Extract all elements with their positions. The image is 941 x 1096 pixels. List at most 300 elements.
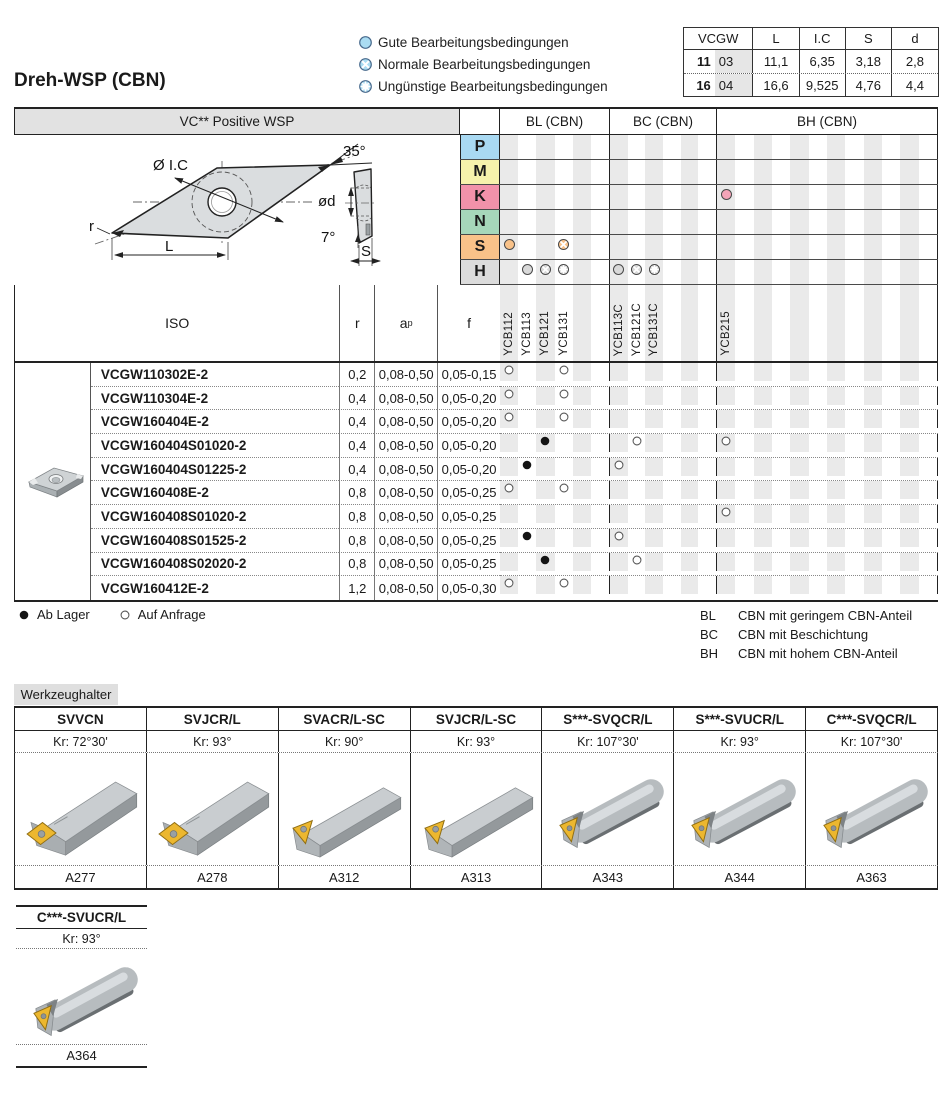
grade-mark-open bbox=[558, 576, 570, 594]
grade-cell-empty bbox=[864, 553, 882, 571]
grade-mark-filled bbox=[521, 458, 533, 476]
dim-value-cell: 6,35 bbox=[800, 50, 846, 73]
grade-cell-ycb121c bbox=[628, 505, 646, 523]
grade-mark-good bbox=[612, 263, 625, 281]
value-r: 0,2 bbox=[339, 363, 374, 387]
grade-cell-empty bbox=[809, 434, 827, 452]
grade-cell-empty bbox=[591, 210, 609, 234]
grade-cell-empty bbox=[698, 160, 716, 184]
value-r: 0,4 bbox=[339, 434, 374, 458]
iso-designation: VCGW160408S02020-2 bbox=[91, 553, 340, 577]
grade-cell-empty bbox=[735, 260, 753, 284]
grade-cell-ycb113 bbox=[518, 576, 536, 594]
grade-cell-empty bbox=[663, 529, 681, 547]
grade-cell-ycb131 bbox=[555, 235, 573, 259]
grade-mark-open bbox=[613, 458, 625, 476]
insert-row bbox=[14, 505, 938, 529]
grade-cell-ycb131c bbox=[645, 458, 663, 476]
grade-cell-empty bbox=[698, 410, 716, 428]
grade-cell-empty bbox=[845, 481, 863, 499]
grade-cell-empty bbox=[845, 185, 863, 209]
material-letter: K bbox=[460, 185, 500, 209]
grade-cell-ycb113c bbox=[610, 210, 628, 234]
grade-cell-empty bbox=[772, 529, 790, 547]
material-row-h bbox=[460, 260, 938, 285]
value-ap: 0,08-0,50 bbox=[374, 363, 437, 387]
grade-cell-empty bbox=[772, 285, 790, 361]
grade-cell-ycb113 bbox=[518, 285, 536, 361]
abbr-label: CBN mit hohem CBN-Anteil bbox=[738, 646, 898, 661]
grade-cell-empty bbox=[864, 135, 882, 159]
grade-cell-empty bbox=[698, 505, 716, 523]
grade-cell-ycb121 bbox=[536, 553, 554, 571]
grade-cell-empty bbox=[827, 481, 845, 499]
grade-cell-empty bbox=[754, 434, 772, 452]
grade-cell-empty bbox=[882, 160, 900, 184]
grade-mark-open bbox=[720, 434, 732, 452]
grade-cell-empty bbox=[827, 185, 845, 209]
grade-cell-empty bbox=[754, 160, 772, 184]
grade-mark-open bbox=[613, 529, 625, 547]
grade-cell-ycb121c bbox=[628, 458, 646, 476]
grade-cell-empty bbox=[809, 185, 827, 209]
col-header-f: f bbox=[437, 285, 500, 361]
grade-cell-empty bbox=[663, 505, 681, 523]
grade-cell-empty bbox=[900, 387, 918, 405]
grade-cell-empty bbox=[864, 210, 882, 234]
value-f: 0,05-0,20 bbox=[437, 458, 500, 482]
grade-cell-empty bbox=[663, 553, 681, 571]
grade-cell-ycb131 bbox=[555, 529, 573, 547]
grade-cell-ycb112 bbox=[500, 434, 518, 452]
material-letter: M bbox=[460, 160, 500, 184]
grade-cell-empty bbox=[919, 285, 937, 361]
grade-mark-filled bbox=[521, 529, 533, 547]
grade-cell-empty bbox=[882, 553, 900, 571]
toolholder-image bbox=[674, 753, 806, 865]
grade-cell-empty bbox=[735, 505, 753, 523]
grade-cell-empty bbox=[827, 410, 845, 428]
insert-rows bbox=[14, 363, 938, 602]
abbreviation-row bbox=[700, 625, 912, 644]
availability-legend bbox=[18, 607, 228, 622]
grade-cell-ycb113c bbox=[610, 387, 628, 405]
grade-cell-empty bbox=[900, 481, 918, 499]
grade-cell-empty bbox=[698, 285, 716, 361]
availability-symbol-open bbox=[119, 609, 131, 621]
grade-cell-empty bbox=[735, 363, 753, 381]
grade-cell-ycb113c bbox=[610, 285, 628, 361]
grade-cell-empty bbox=[698, 135, 716, 159]
grade-cell-ycb112 bbox=[500, 529, 518, 547]
value-f: 0,05-0,20 bbox=[437, 387, 500, 411]
grade-label: YCB131 bbox=[557, 311, 570, 356]
grade-cell-ycb121 bbox=[536, 505, 554, 523]
grade-mark-open bbox=[631, 553, 643, 571]
grade-cell-empty bbox=[827, 210, 845, 234]
grade-cell-empty bbox=[591, 160, 609, 184]
grade-cell-ycb121c bbox=[628, 576, 646, 594]
grade-cell-empty bbox=[864, 505, 882, 523]
insert-row bbox=[14, 481, 938, 505]
grade-cell-empty bbox=[754, 235, 772, 259]
toolholder-name: S***-SVUCR/L bbox=[674, 708, 806, 730]
grade-cell-empty bbox=[591, 481, 609, 499]
grade-cell-empty bbox=[698, 363, 716, 381]
insert-technical-drawing bbox=[75, 138, 405, 291]
grade-cell-ycb113 bbox=[518, 387, 536, 405]
grade-cell-empty bbox=[573, 387, 591, 405]
table-header-left: VC** Positive WSP bbox=[14, 109, 460, 134]
value-r: 0,8 bbox=[339, 553, 374, 577]
grade-cell-empty bbox=[900, 235, 918, 259]
toolholder-article-row bbox=[14, 866, 938, 890]
grade-cell-empty bbox=[919, 210, 937, 234]
grade-cell-empty bbox=[573, 458, 591, 476]
insert-row bbox=[14, 363, 938, 387]
abbreviation-row bbox=[700, 606, 912, 625]
value-r: 0,8 bbox=[339, 481, 374, 505]
value-r: 0,4 bbox=[339, 410, 374, 434]
value-r: 0,8 bbox=[339, 505, 374, 529]
grade-cell-empty bbox=[900, 505, 918, 523]
dim-header-cell: d bbox=[911, 31, 919, 46]
toolholder-article: A363 bbox=[806, 866, 938, 888]
picture-column-cell bbox=[15, 387, 91, 411]
dim-value-cell: 9,525 bbox=[800, 74, 846, 96]
grade-cell-empty bbox=[735, 553, 753, 571]
grade-cell-empty bbox=[919, 458, 937, 476]
good-conditions-icon bbox=[358, 35, 378, 50]
iso-designation: VCGW110302E-2 bbox=[91, 363, 340, 387]
grade-cell-ycb113c bbox=[610, 260, 628, 284]
iso-designation: VCGW160408S01020-2 bbox=[91, 505, 340, 529]
grade-cell-ycb113 bbox=[518, 505, 536, 523]
grade-cell-empty bbox=[663, 410, 681, 428]
grade-cell-empty bbox=[809, 458, 827, 476]
grade-cell-ycb131c bbox=[645, 363, 663, 381]
availability-label: Ab Lager bbox=[37, 607, 90, 622]
label-angle-35: 35° bbox=[343, 143, 366, 160]
grade-cell-ycb113 bbox=[518, 434, 536, 452]
grade-cell-ycb121c bbox=[628, 135, 646, 159]
grade-cell-ycb112 bbox=[500, 458, 518, 476]
picture-column-cell bbox=[15, 529, 91, 553]
grade-cell-ycb112 bbox=[500, 260, 518, 284]
grade-cell-ycb121 bbox=[536, 135, 554, 159]
value-ap: 0,08-0,50 bbox=[374, 434, 437, 458]
material-row-s bbox=[460, 235, 938, 260]
grade-cell-empty bbox=[882, 481, 900, 499]
grade-cell-empty bbox=[919, 235, 937, 259]
dim-value-cell: 16,6 bbox=[753, 74, 799, 96]
page-title: Dreh-WSP (CBN) bbox=[14, 70, 166, 91]
grade-cell-empty bbox=[845, 553, 863, 571]
grade-cell-ycb113 bbox=[518, 135, 536, 159]
adverse-conditions-icon bbox=[358, 79, 378, 94]
grade-cell-empty bbox=[681, 185, 699, 209]
grade-cell-empty bbox=[790, 434, 808, 452]
material-letter: H bbox=[460, 260, 500, 284]
iso-designation: VCGW160404S01020-2 bbox=[91, 434, 340, 458]
grade-cell-empty bbox=[827, 529, 845, 547]
grade-cell-empty bbox=[827, 387, 845, 405]
grade-cell-ycb131 bbox=[555, 285, 573, 361]
grade-cell-empty bbox=[663, 135, 681, 159]
grade-cell-ycb121c bbox=[628, 260, 646, 284]
grade-label: YCB131C bbox=[648, 302, 661, 356]
grade-cell-empty bbox=[754, 135, 772, 159]
material-letter: S bbox=[460, 235, 500, 259]
label-thickness-s: S bbox=[361, 243, 372, 260]
grade-cell-empty bbox=[882, 576, 900, 594]
toolholder-kr-row bbox=[14, 731, 938, 753]
grade-label: YCB112 bbox=[503, 312, 516, 356]
grade-cell-ycb121c bbox=[628, 285, 646, 361]
grade-cell-empty bbox=[900, 135, 918, 159]
toolholder-image bbox=[15, 753, 147, 865]
material-row-m bbox=[460, 160, 938, 185]
grade-cell-empty bbox=[845, 529, 863, 547]
abbr-label: CBN mit Beschichtung bbox=[738, 627, 869, 642]
grade-cell-empty bbox=[919, 260, 937, 284]
grade-cell-empty bbox=[681, 458, 699, 476]
material-row-n bbox=[460, 210, 938, 235]
picture-column-cell bbox=[15, 505, 91, 529]
grade-cell-empty bbox=[809, 529, 827, 547]
legend-item bbox=[358, 75, 608, 97]
grade-cell-empty bbox=[754, 553, 772, 571]
grade-cell-empty bbox=[900, 160, 918, 184]
grade-cell-ycb131c bbox=[645, 505, 663, 523]
grade-cell-ycb113 bbox=[518, 458, 536, 476]
grade-cell-empty bbox=[882, 505, 900, 523]
value-f: 0,05-0,25 bbox=[437, 529, 500, 553]
grade-mark-open bbox=[558, 387, 570, 405]
grade-mark-good bbox=[521, 263, 534, 281]
grade-cell-ycb113c bbox=[610, 529, 628, 547]
grade-cell-ycb131 bbox=[555, 260, 573, 284]
grade-cell-ycb215 bbox=[717, 210, 735, 234]
picture-column-cell bbox=[15, 434, 91, 458]
grade-cell-ycb121 bbox=[536, 434, 554, 452]
col-header-ap: a p bbox=[374, 285, 437, 361]
grade-cell-ycb131 bbox=[555, 458, 573, 476]
value-ap: 0,08-0,50 bbox=[374, 529, 437, 553]
grade-cell-empty bbox=[772, 260, 790, 284]
grade-cell-empty bbox=[663, 260, 681, 284]
grade-cell-empty bbox=[663, 458, 681, 476]
grade-cell-empty bbox=[772, 185, 790, 209]
grade-label: YCB121 bbox=[539, 311, 552, 356]
grade-cell-ycb121 bbox=[536, 576, 554, 594]
normal-conditions-icon bbox=[358, 57, 378, 72]
grade-cell-empty bbox=[735, 387, 753, 405]
label-angle-7: 7° bbox=[321, 229, 336, 246]
grade-cell-empty bbox=[772, 235, 790, 259]
grade-cell-empty bbox=[754, 387, 772, 405]
legend-item-label: Normale Bearbeitungsbedingungen bbox=[378, 56, 591, 72]
toolholder-kr-angle: Kr: 107°30' bbox=[806, 731, 938, 752]
grade-cell-empty bbox=[735, 235, 753, 259]
grade-cell-empty bbox=[864, 285, 882, 361]
grade-cell-ycb121c bbox=[628, 410, 646, 428]
grade-mark-open bbox=[558, 410, 570, 428]
grade-cell-empty bbox=[735, 529, 753, 547]
grade-cell-empty bbox=[591, 434, 609, 452]
abbr-code: BH bbox=[700, 646, 719, 661]
toolholder-image-row bbox=[14, 753, 938, 866]
grade-cell-ycb131c bbox=[645, 434, 663, 452]
grade-cell-empty bbox=[573, 285, 591, 361]
material-row-k bbox=[460, 185, 938, 210]
grade-cell-empty bbox=[698, 576, 716, 594]
grade-cell-empty bbox=[663, 387, 681, 405]
grade-cell-empty bbox=[882, 387, 900, 405]
grade-cell-ycb113c bbox=[610, 410, 628, 428]
grade-cell-ycb113c bbox=[610, 135, 628, 159]
grade-cell-empty bbox=[681, 481, 699, 499]
grade-cell-ycb112 bbox=[500, 363, 518, 381]
grade-cell-empty bbox=[790, 185, 808, 209]
grade-cell-ycb113c bbox=[610, 434, 628, 452]
grade-cell-ycb215 bbox=[717, 160, 735, 184]
grade-cell-ycb215 bbox=[717, 387, 735, 405]
toolholder-image bbox=[806, 753, 938, 865]
grade-cell-empty bbox=[919, 553, 937, 571]
grade-cell-ycb131 bbox=[555, 434, 573, 452]
grade-cell-empty bbox=[735, 160, 753, 184]
dim-header-cell: VCGW bbox=[684, 28, 753, 49]
grade-cell-empty bbox=[919, 410, 937, 428]
grade-cell-empty bbox=[827, 458, 845, 476]
grade-mark-filled bbox=[539, 553, 551, 571]
grade-cell-empty bbox=[698, 387, 716, 405]
grade-cell-ycb112 bbox=[500, 410, 518, 428]
grade-cell-ycb215 bbox=[717, 529, 735, 547]
toolholder-article: A278 bbox=[147, 866, 279, 888]
grade-cell-ycb113 bbox=[518, 235, 536, 259]
grade-cell-empty bbox=[681, 135, 699, 159]
grade-cell-ycb113c bbox=[610, 235, 628, 259]
grade-cell-empty bbox=[864, 235, 882, 259]
grade-cell-empty bbox=[809, 210, 827, 234]
grade-cell-empty bbox=[845, 160, 863, 184]
grade-cell-empty bbox=[754, 410, 772, 428]
grade-cell-empty bbox=[790, 135, 808, 159]
dim-table-row bbox=[684, 73, 938, 96]
material-letter: N bbox=[460, 210, 500, 234]
toolholder-name: C***-SVUCR/L bbox=[16, 907, 147, 929]
grade-cell-empty bbox=[735, 185, 753, 209]
grade-cell-ycb121c bbox=[628, 434, 646, 452]
grade-cell-empty bbox=[735, 410, 753, 428]
grade-cell-ycb121 bbox=[536, 235, 554, 259]
grade-cell-empty bbox=[681, 160, 699, 184]
grade-cell-ycb215 bbox=[717, 505, 735, 523]
value-ap: 0,08-0,50 bbox=[374, 387, 437, 411]
grade-cell-empty bbox=[772, 576, 790, 594]
grade-cell-empty bbox=[809, 387, 827, 405]
grade-cell-ycb215 bbox=[717, 481, 735, 499]
col-header-r: r bbox=[339, 285, 374, 361]
grade-cell-ycb121c bbox=[628, 529, 646, 547]
value-ap: 0,08-0,50 bbox=[374, 553, 437, 577]
grade-cell-empty bbox=[809, 160, 827, 184]
grade-cell-ycb113c bbox=[610, 505, 628, 523]
grade-cell-ycb121 bbox=[536, 529, 554, 547]
iso-designation: VCGW160404E-2 bbox=[91, 410, 340, 434]
grade-cell-ycb112 bbox=[500, 160, 518, 184]
grade-cell-empty bbox=[845, 434, 863, 452]
grade-cell-empty bbox=[754, 260, 772, 284]
grade-cell-empty bbox=[864, 529, 882, 547]
dim-table-row bbox=[684, 50, 938, 73]
grade-cell-ycb113 bbox=[518, 210, 536, 234]
grade-cell-ycb121 bbox=[536, 260, 554, 284]
toolholder-article: A277 bbox=[15, 866, 147, 888]
section-header-bh: BH (CBN) bbox=[717, 109, 938, 134]
grade-cell-ycb121c bbox=[628, 387, 646, 405]
section-header-bc: BC (CBN) bbox=[610, 109, 717, 134]
grade-cell-empty bbox=[845, 285, 863, 361]
grade-mark-good bbox=[720, 188, 733, 206]
grade-cell-ycb112 bbox=[500, 553, 518, 571]
grade-cell-ycb112 bbox=[500, 210, 518, 234]
toolholder-image bbox=[16, 949, 147, 1045]
grade-cell-empty bbox=[845, 210, 863, 234]
grade-cell-empty bbox=[809, 410, 827, 428]
grade-cell-empty bbox=[772, 210, 790, 234]
grade-cell-empty bbox=[681, 363, 699, 381]
grade-cell-ycb113 bbox=[518, 160, 536, 184]
toolholder-name: SVJCR/L-SC bbox=[411, 708, 543, 730]
grade-cell-ycb131c bbox=[645, 135, 663, 159]
grade-cell-empty bbox=[735, 210, 753, 234]
grade-cell-empty bbox=[754, 576, 772, 594]
grade-cell-empty bbox=[754, 529, 772, 547]
grade-mark-normal bbox=[630, 263, 643, 281]
insert-row bbox=[14, 458, 938, 482]
grade-cell-empty bbox=[591, 576, 609, 594]
grade-cell-ycb131c bbox=[645, 185, 663, 209]
toolholder-image bbox=[279, 753, 411, 865]
grade-cell-ycb121 bbox=[536, 160, 554, 184]
column-header-row bbox=[14, 285, 938, 363]
grade-mark-open bbox=[558, 363, 570, 381]
grade-cell-empty bbox=[663, 235, 681, 259]
grade-label: YCB121C bbox=[630, 302, 643, 356]
grade-cell-ycb131 bbox=[555, 160, 573, 184]
grade-cell-ycb113 bbox=[518, 410, 536, 428]
grade-cell-empty bbox=[698, 210, 716, 234]
grade-cell-ycb131 bbox=[555, 576, 573, 594]
grade-cell-empty bbox=[790, 458, 808, 476]
grade-cell-empty bbox=[772, 434, 790, 452]
insert-row bbox=[14, 576, 938, 600]
grade-cell-ycb113 bbox=[518, 260, 536, 284]
grade-cell-empty bbox=[864, 481, 882, 499]
insert-row bbox=[14, 529, 938, 553]
grade-cell-empty bbox=[882, 235, 900, 259]
grade-cell-ycb121c bbox=[628, 481, 646, 499]
grade-cell-empty bbox=[900, 210, 918, 234]
grade-cell-empty bbox=[573, 185, 591, 209]
grade-cell-ycb131 bbox=[555, 505, 573, 523]
grade-cell-empty bbox=[772, 458, 790, 476]
value-f: 0,05-0,30 bbox=[437, 576, 500, 600]
iso-designation: VCGW110304E-2 bbox=[91, 387, 340, 411]
